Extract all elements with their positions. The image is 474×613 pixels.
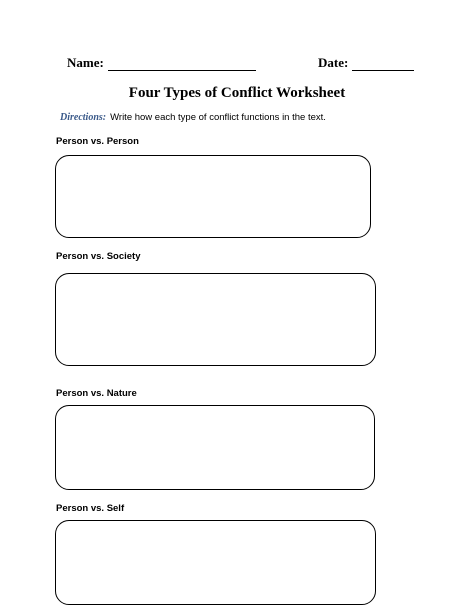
- name-label: Name:: [67, 55, 104, 70]
- answer-box-person-vs-person[interactable]: [55, 155, 371, 238]
- section-heading-person-vs-nature: Person vs. Nature: [56, 388, 137, 399]
- date-field: [318, 55, 414, 71]
- worksheet-title: Four Types of Conflict Worksheet: [128, 85, 346, 101]
- answer-box-person-vs-society[interactable]: [55, 273, 376, 366]
- directions-text: Write how each type of conflict functions in the text.: [110, 112, 326, 123]
- section-heading-person-vs-self: Person vs. Self: [56, 503, 125, 514]
- header-row: [0, 55, 474, 75]
- date-label: Date:: [318, 55, 349, 70]
- directions: [60, 112, 326, 123]
- name-field: [67, 55, 256, 71]
- name-blank-line[interactable]: [108, 56, 256, 71]
- date-blank-line[interactable]: [352, 56, 414, 71]
- answer-box-person-vs-nature[interactable]: [55, 405, 375, 490]
- section-heading-person-vs-society: Person vs. Society: [56, 251, 141, 262]
- directions-label: Directions:: [60, 112, 107, 123]
- answer-box-person-vs-self[interactable]: [55, 520, 376, 605]
- section-heading-person-vs-person: Person vs. Person: [56, 136, 139, 147]
